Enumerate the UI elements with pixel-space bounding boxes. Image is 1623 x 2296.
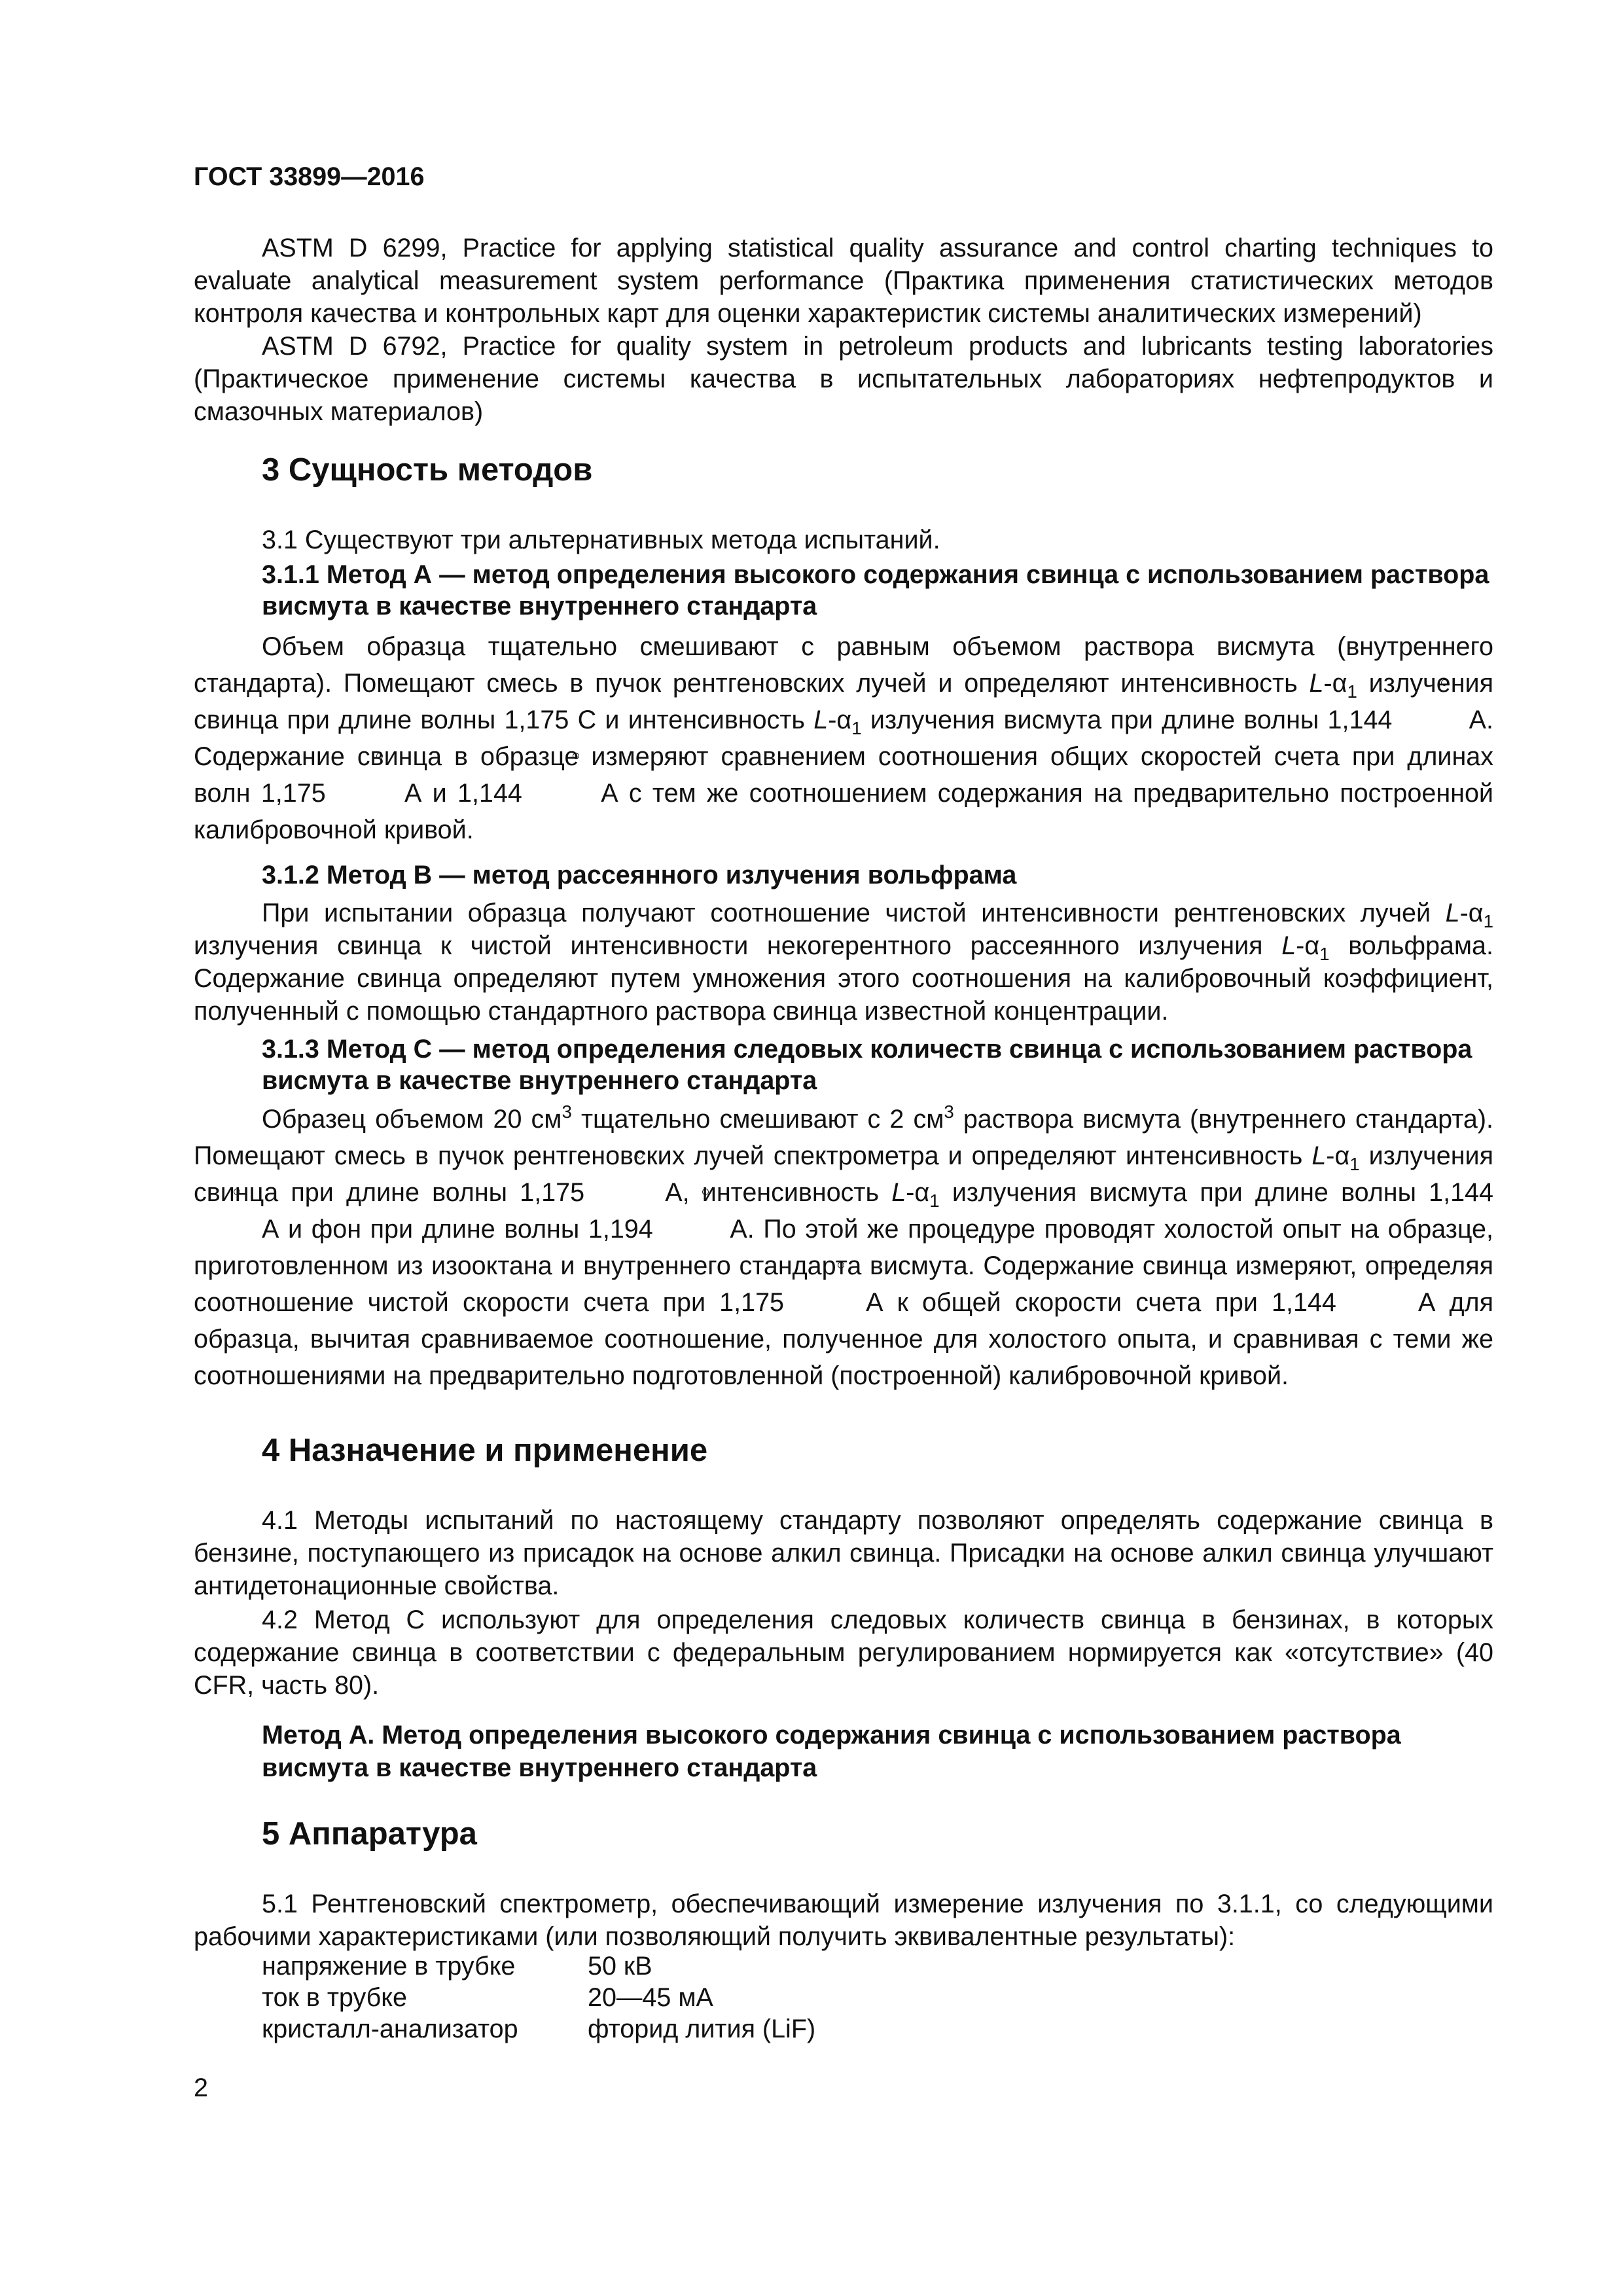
angstrom-symbol: A	[336, 775, 421, 812]
reference-code: ASTM D 6792,	[262, 332, 448, 361]
spec-key: напряжение в трубке	[262, 1952, 516, 1981]
reference-text: Practice for quality system in petroleum products and lubricants testing laboratories (Практическое применение системы качества в испытательных лабораториях нефтепродуктов и смазочных материалов)	[194, 332, 1493, 426]
spectrometer-specs	[262, 1950, 1178, 2045]
angstrom-symbol: A	[1401, 702, 1486, 738]
angstrom-symbol: A	[662, 1211, 747, 1247]
section-3-title: 3 Сущность методов	[262, 452, 593, 488]
angstrom-symbol: A	[597, 1174, 682, 1211]
angstrom-symbol: A	[798, 1284, 883, 1321]
paragraph-4-1: 4.1 Методы испытаний по настоящему стандарту позволяют определять содержание свинца в бензине, поступающего из присадок на основе алкил свинца. Присадки на основе алкил свинца улучшают антидетонационные свойства.	[194, 1506, 1493, 1600]
angstrom-symbol: A	[1350, 1284, 1435, 1321]
spec-row	[262, 1982, 815, 2013]
angstrom-symbol: A	[194, 1211, 279, 1247]
page-number: 2	[194, 2073, 208, 2102]
angstrom-symbol: A	[533, 775, 618, 812]
method-a-heading: Метод А. Метод определения высокого содержания свинца с использованием раствора висмута в качестве внутреннего стандарта	[262, 1721, 1401, 1782]
paragraph-3-1-1: Объем образца тщательно смешивают с равным объемом раствора висмута (внутреннего стандарта). Помещают смесь в пучок рентгеновских лучей и определяют интенсивность $L-\alpha_1$ излучения свинца при длине волны 1,175 С и интенсивность $L-\alpha_1$ излучения висмута при длине волны 1,144 A. Содержание свинца в образце измеряют сравнением соотношения общих скоростей счета при длинах волн 1,175 A и 1,144 A с тем же соотношением содержания на предварительно построенной калибровочной кривой.	[194, 632, 1493, 844]
document-header	[194, 161, 1493, 192]
reference-astm-d6792	[194, 330, 1493, 428]
spec-row	[262, 1950, 815, 1982]
paragraph-4-2: 4.2 Метод С используют для определения следовых количеств свинца в бензинах, в которых содержание свинца в соответствии с федеральным регулированием нормируется как «отсутствие» (40 CFR, часть 80).	[194, 1605, 1493, 1700]
paragraph-3-1: 3.1 Существуют три альтернативных метода испытаний.	[262, 526, 940, 554]
section-5-title: 5 Аппаратура	[262, 1816, 477, 1852]
section-4-title: 4 Назначение и применение	[262, 1433, 708, 1468]
reference-text: Practice for applying statistical quality assurance and control charting techniques to evaluate analytical measurement system performance (Практика применения статистических методов контроля качества и контрольных карт для оценки характеристик системы аналитических измерений)	[194, 234, 1494, 328]
spec-value: 20—45 мА	[588, 1983, 713, 2012]
reference-code: ASTM D 6299,	[262, 234, 448, 262]
subsection-3-1-3-title: 3.1.3 Метод С — метод определения следовых количеств свинца с использованием раствора висмута в качестве внутреннего стандарта	[262, 1035, 1472, 1095]
reference-astm-d6299	[194, 232, 1493, 330]
spec-value: 50 кВ	[588, 1952, 652, 1981]
subsection-3-1-1-title: 3.1.1 Метод А — метод определения высокого содержания свинца с использованием раствора висмута в качестве внутреннего стандарта	[262, 560, 1489, 620]
spec-row	[262, 2013, 815, 2045]
spec-value: фторид лития (LiF)	[588, 2015, 816, 2043]
spec-key: ток в трубке	[262, 1983, 407, 2012]
standard-title: ГОСТ 33899—2016	[194, 162, 425, 191]
subsection-3-1-2-title: 3.1.2 Метод В — метод рассеянного излучения вольфрама	[262, 861, 1017, 889]
spec-key: кристалл-анализатор	[262, 2015, 518, 2043]
paragraph-5-1: 5.1 Рентгеновский спектрометр, обеспечивающий измерение излучения по 3.1.1, со следующими рабочими характеристиками (или позволяющий получить эквивалентные результаты):	[194, 1890, 1493, 1951]
paragraph-3-1-2: При испытании образца получают соотношение чистой интенсивности рентгеновских лучей $L-\alpha_1$ излучения свинца к чистой интенсивности некогерентного рассеянного излучения $L-\alpha_1$ вольфрама. Содержание свинца определяют путем умножения этого соотношения на калибровочный коэффициент, полученный с помощью стандартного раствора свинца известной концентрации.	[194, 899, 1493, 1026]
paragraph-3-1-3: Образец объемом 20 $см^3$ тщательно смешивают с 2 $см^3$ раствора висмута (внутреннего стандарта). Помещают смесь в пучок рентгеновских лучей спектрометра и определяют интенсивность $L-\alpha_1$ излучения свинца при длине волны 1,175 A, интенсивность $L-\alpha_1$ излучения висмута при длине волны 1,144 A и фон при длине волны 1,194 A. По этой же процедуре проводят холостой опыт на образце, приготовленном из изооктана и внутреннего стандарта висмута. Содержание свинца измеряют, определяя соотношение чистой скорости счета при 1,175 A к общей скорости счета при 1,144 A для образца, вычитая сравниваемое соотношение, полученное для холостого опыта, и сравнивая с теми же соотношениями на предварительно подготовленной (построенной) калибровочной кривой.	[194, 1101, 1493, 1390]
